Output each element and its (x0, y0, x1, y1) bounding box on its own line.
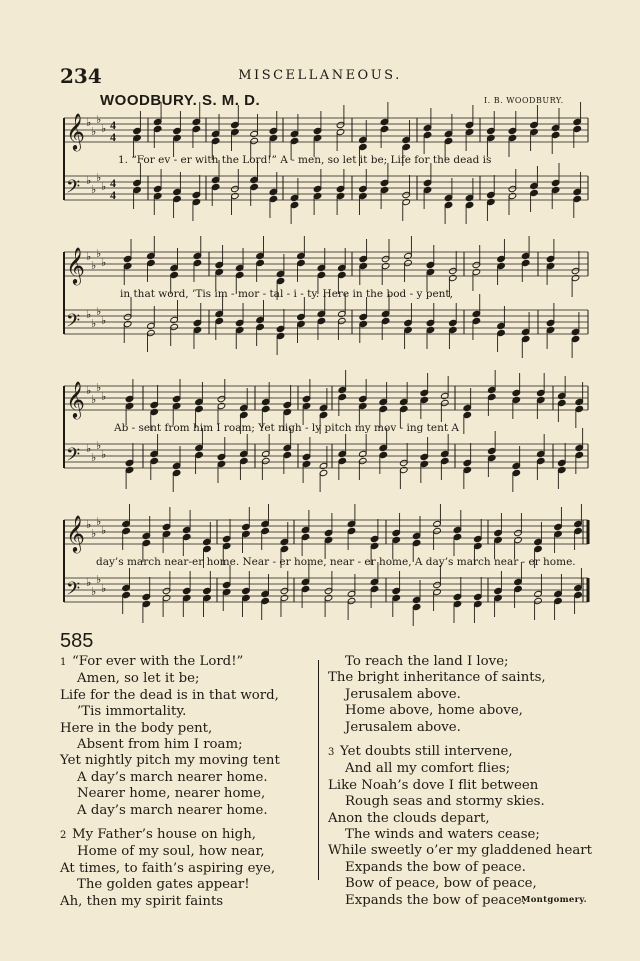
flat-icon: ♭ (86, 250, 92, 263)
verse-text: “For ever with the Lord!” (72, 654, 244, 669)
section-title: MISCELLANEOUS. (238, 68, 402, 83)
flat-icon: ♭ (101, 448, 107, 461)
bass-clef-icon: 𝄢 (66, 311, 81, 336)
column-divider (318, 660, 319, 880)
time-signature-top: 4 (110, 176, 116, 190)
verse-column-left (60, 654, 280, 910)
verse-line (328, 703, 592, 719)
flat-icon: ♭ (96, 381, 102, 394)
hymn-number: 585 (60, 630, 94, 652)
verse-line (328, 744, 592, 761)
flat-icon: ♭ (91, 317, 97, 330)
verse-line (328, 761, 592, 777)
verse-line (60, 803, 280, 819)
flat-icon: ♭ (96, 305, 102, 318)
treble-clef-icon: 𝄞 (66, 246, 85, 284)
verse-text: While sweetly o’er my gladdened heart (328, 843, 592, 859)
flat-icon: ♭ (101, 524, 107, 537)
flat-icon: ♭ (101, 122, 107, 135)
verse-text: And all my comfort flies; (345, 761, 511, 777)
lyric-line-1: 1. “For ev - er with the Lord!” A - men, so let it be; Life for the dead is (118, 154, 492, 166)
flat-icon: ♭ (96, 515, 102, 528)
verse-column-right (328, 654, 592, 909)
verse-text: Life for the dead is in that word, (60, 687, 279, 703)
verse-line (328, 794, 592, 810)
flat-icon: ♭ (96, 113, 102, 126)
time-signature-top: 4 (110, 118, 116, 132)
verse-text: Like Noah’s dove I flit between (328, 777, 539, 793)
flat-icon: ♭ (91, 527, 97, 540)
tune-title: WOODBURY. S. M. D. (100, 92, 261, 109)
verse-line (328, 736, 592, 744)
flat-icon: ♭ (101, 256, 107, 269)
verse-line (328, 687, 592, 703)
time-signature-bottom: 4 (110, 188, 116, 202)
verse-line (328, 827, 592, 843)
flat-icon: ♭ (96, 247, 102, 260)
author-attribution: Montgomery. (521, 895, 587, 905)
flat-icon: ♭ (96, 171, 102, 184)
verse-text: Jerusalem above. (345, 686, 461, 702)
verse-text: My Father’s house on high, (72, 827, 256, 843)
flat-icon: ♭ (101, 180, 107, 193)
verse-line (60, 654, 280, 671)
verse-text: Home above, home above, (345, 703, 523, 719)
verse-text: Home of my soul, how near, (77, 844, 265, 860)
verse-text: Yet nightly pitch my moving tent (60, 753, 280, 769)
flat-icon: ♭ (86, 442, 92, 455)
verse-line (60, 819, 280, 827)
verse-text: ’Tis immortality. (77, 704, 187, 720)
verse-line (60, 894, 280, 910)
flat-icon: ♭ (86, 116, 92, 129)
verse-line (60, 786, 280, 802)
verse-line (60, 688, 280, 704)
lyric-line-2: in that word, ’Tis im - mor - tal - i - ty. Here in the bod - y pent, (120, 288, 453, 300)
verse-text: The golden gates appear! (77, 877, 250, 893)
verse-line (60, 844, 280, 860)
time-signature-bottom: 4 (110, 130, 116, 144)
verse-text: Expands the bow of peace. (345, 892, 526, 908)
verse-text: Jerusalem above. (345, 719, 461, 735)
flat-icon: ♭ (96, 439, 102, 452)
flat-icon: ♭ (91, 183, 97, 196)
flat-icon: ♭ (86, 174, 92, 187)
verse-text: Amen, so let it be; (77, 671, 200, 687)
composer-credit: I. B. WOODBURY. (484, 96, 564, 105)
verse-text: The bright inheritance of saints, (328, 670, 546, 686)
verse-text: Here in the body pent, (60, 720, 213, 736)
verse-text: The winds and waters cease; (345, 827, 540, 843)
verse-text: Expands the bow of peace. (345, 859, 526, 875)
page-number: 234 (60, 64, 102, 88)
verse-line (60, 753, 280, 769)
verse-text: A day’s march nearer home. (77, 769, 268, 785)
verse-line (60, 861, 280, 877)
flat-icon: ♭ (101, 582, 107, 595)
flat-icon: ♭ (91, 585, 97, 598)
treble-clef-icon: 𝄞 (66, 514, 85, 552)
verse-line (60, 704, 280, 720)
verse-line (328, 811, 592, 827)
bass-clef-icon: 𝄢 (66, 579, 81, 604)
flat-icon: ♭ (86, 384, 92, 397)
verse-text: Bow of peace, bow of peace, (345, 876, 537, 892)
verse-line (60, 877, 280, 893)
verse-line (328, 720, 592, 736)
lyric-line-3: Ab - sent from him I roam; Yet nigh - ly pitch my mov - ing tent A (114, 422, 460, 434)
verse-number: 3 (328, 747, 335, 759)
verse-line (60, 721, 280, 737)
bass-clef-icon: 𝄢 (66, 445, 81, 470)
verse-line (60, 737, 280, 753)
verse-text: Absent from him I roam; (77, 737, 243, 753)
treble-clef-icon: 𝄞 (66, 112, 85, 150)
verse-text: Yet doubts still intervene, (340, 744, 513, 760)
verse-text: To reach the land I love; (345, 654, 509, 669)
verse-text: A day’s march nearer home. (77, 802, 268, 818)
verse-line (328, 778, 592, 794)
flat-icon: ♭ (86, 576, 92, 589)
verse-line (328, 876, 592, 892)
flat-icon: ♭ (91, 125, 97, 138)
flat-icon: ♭ (86, 308, 92, 321)
flat-icon: ♭ (101, 314, 107, 327)
flat-icon: ♭ (91, 451, 97, 464)
flat-icon: ♭ (101, 390, 107, 403)
verse-line (60, 827, 280, 844)
verse-text: Rough seas and stormy skies. (345, 794, 545, 810)
verse-line (60, 770, 280, 786)
lyric-line-4: day’s march near-er home. Near - er home, near - er home, A day’s march near - er home. (96, 556, 576, 568)
verse-line (60, 671, 280, 687)
verse-number: 1 (60, 657, 67, 668)
verse-text: Nearer home, nearer home, (77, 786, 266, 802)
verse-number: 2 (60, 830, 67, 842)
verse-line (328, 654, 592, 670)
verse-text: Ah, then my spirit faints (60, 893, 224, 909)
verse-line (328, 860, 592, 876)
flat-icon: ♭ (86, 518, 92, 531)
verse-text: Anon the clouds depart, (328, 810, 490, 826)
flat-icon: ♭ (91, 259, 97, 272)
verse-line (328, 843, 592, 859)
verse-text: At times, to faith’s aspiring eye, (60, 860, 276, 876)
treble-clef-icon: 𝄞 (66, 380, 85, 418)
verse-line (328, 670, 592, 686)
flat-icon: ♭ (96, 573, 102, 586)
flat-icon: ♭ (91, 393, 97, 406)
bass-clef-icon: 𝄢 (66, 177, 81, 202)
